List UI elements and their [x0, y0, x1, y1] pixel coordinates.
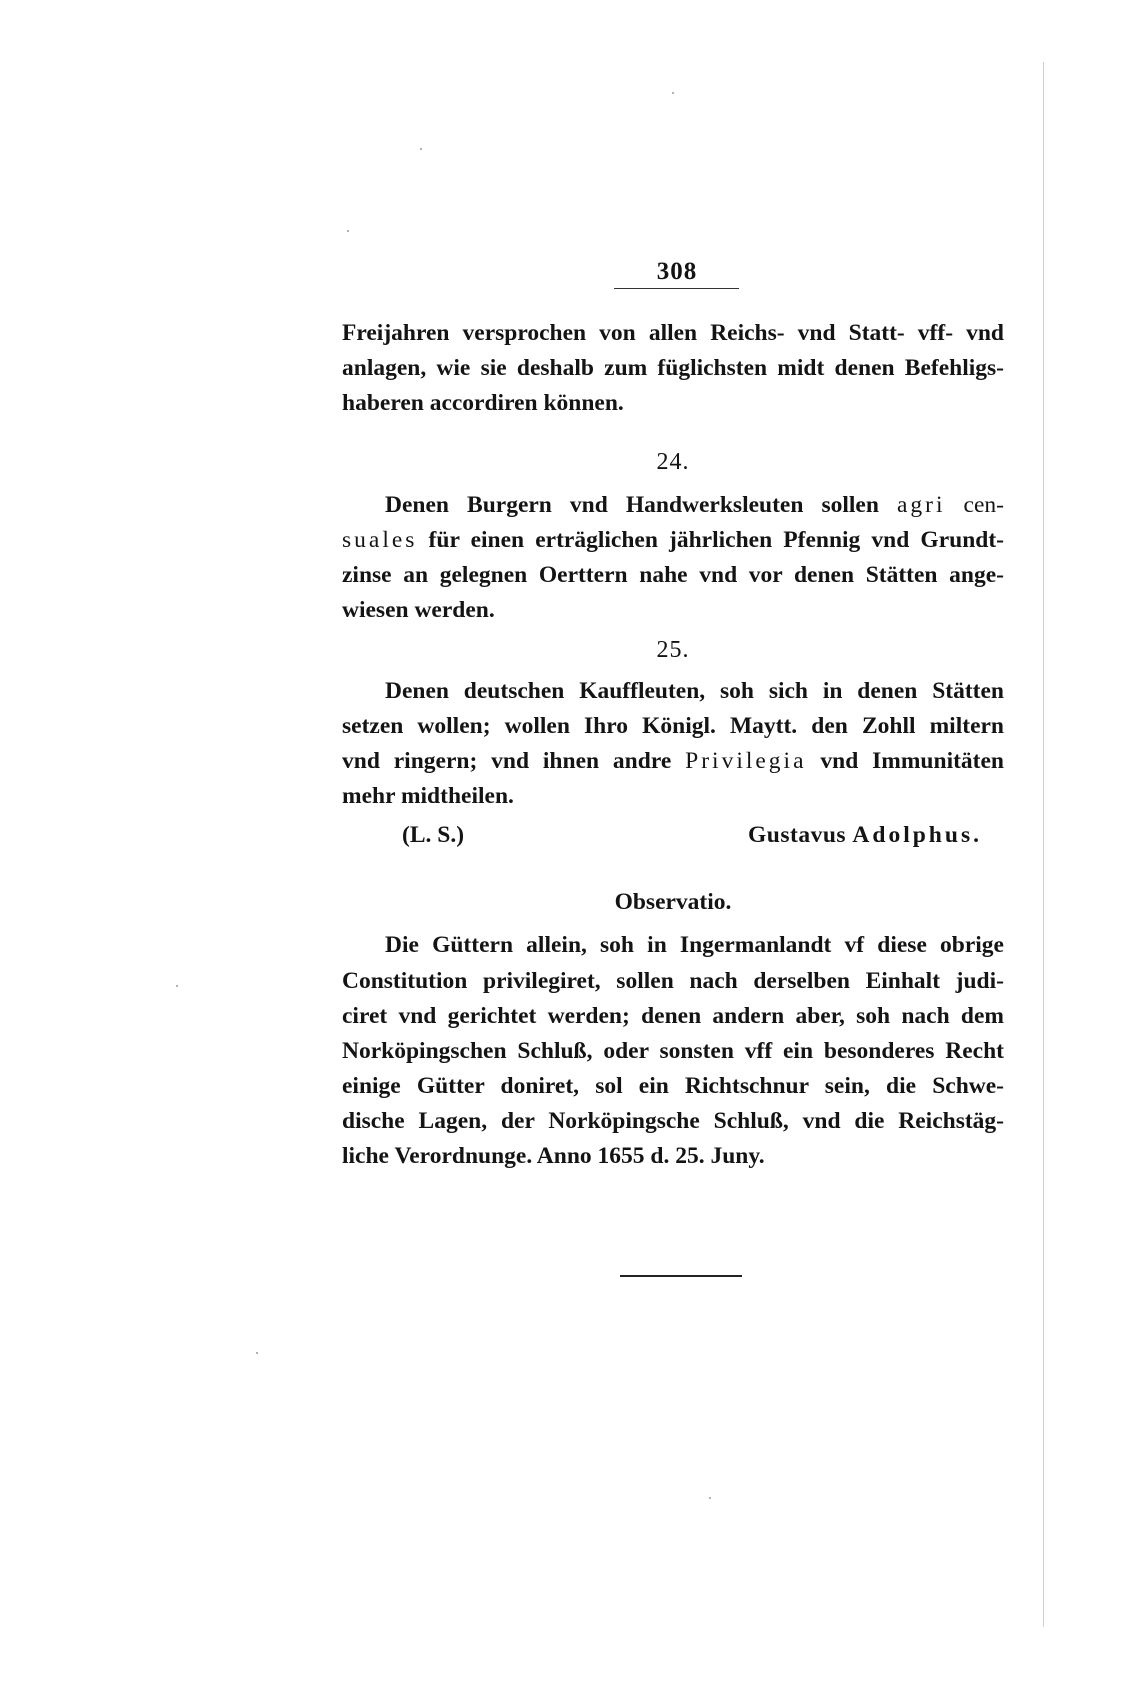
print-speck [420, 148, 422, 150]
text-line: Norköpingschen Schluß, oder sonsten vff ein besonderes Recht [342, 1038, 1004, 1064]
text-segment: vnd Immunitäten [806, 748, 1004, 774]
signature-last-name: Adolphus. [852, 822, 982, 848]
text-segment: vnd ringern; vnd ihnen andre [342, 748, 686, 774]
page-edge-line [1043, 62, 1044, 1627]
signature-first-name: Gustavus [748, 822, 853, 848]
closing-rule [620, 1275, 742, 1277]
text-line: einige Gütter doniret, sol ein Richtschnur sein, die Schwe- [342, 1073, 1004, 1099]
section-number-25: 25. [656, 637, 690, 663]
text-line: wiesen werden. [342, 597, 495, 623]
observatio-heading: Observatio. [614, 889, 732, 915]
print-speck [176, 985, 178, 987]
text-line: Constitution privilegiret, sollen nach derselben Einhalt judi- [342, 968, 1004, 994]
text-line: ciret vnd gerichtet werden; denen andern aber, soh nach dem [342, 1003, 1004, 1029]
signature-name [748, 820, 982, 850]
text-line: Freijahren versprochen von allen Reichs- vnd Statt- vff- vnd [342, 320, 1004, 346]
text-line: anlagen, wie sie deshalb zum füglichsten midt denen Befehligs- [342, 355, 1004, 381]
text-line [385, 490, 1004, 520]
text-line: Die Güttern allein, soh in Ingermanlandt vf diese obrige [385, 932, 1004, 958]
latin-term: Privilegia [685, 748, 807, 774]
text-line [342, 525, 1004, 555]
header-rule [614, 288, 739, 289]
text-segment: Denen Burgern vnd Handwerksleuten sollen [385, 492, 897, 518]
text-segment: cen- [945, 492, 1004, 518]
text-line: haberen accordiren können. [342, 390, 624, 416]
text-line: zinse an gelegnen Oerttern nahe vnd vor denen Stätten ange- [342, 562, 1004, 588]
page-number: 308 [656, 258, 698, 285]
text-line: dische Lagen, der Norköpingsche Schluß, vnd die Reichstäg- [342, 1108, 1004, 1134]
print-speck [347, 230, 349, 232]
latin-term: agri [896, 492, 946, 518]
text-line: mehr midtheilen. [342, 783, 514, 809]
text-line: setzen wollen; wollen Ihro Königl. Maytt. den Zohll miltern [342, 713, 1004, 739]
text-line: liche Verordnunge. Anno 1655 d. 25. Juny. [342, 1143, 765, 1169]
seal-mark: (L. S.) [402, 822, 465, 848]
text-segment: für einen erträglichen jährlichen Pfennig vnd Grundt- [417, 527, 1004, 553]
print-speck [672, 92, 674, 94]
section-number-24: 24. [656, 449, 690, 475]
text-line: Denen deutschen Kauffleuten, soh sich in denen Stätten [385, 678, 1004, 704]
print-speck [256, 1352, 258, 1354]
latin-term: suales [342, 527, 418, 553]
text-line [342, 746, 1004, 776]
print-speck [709, 1497, 711, 1499]
